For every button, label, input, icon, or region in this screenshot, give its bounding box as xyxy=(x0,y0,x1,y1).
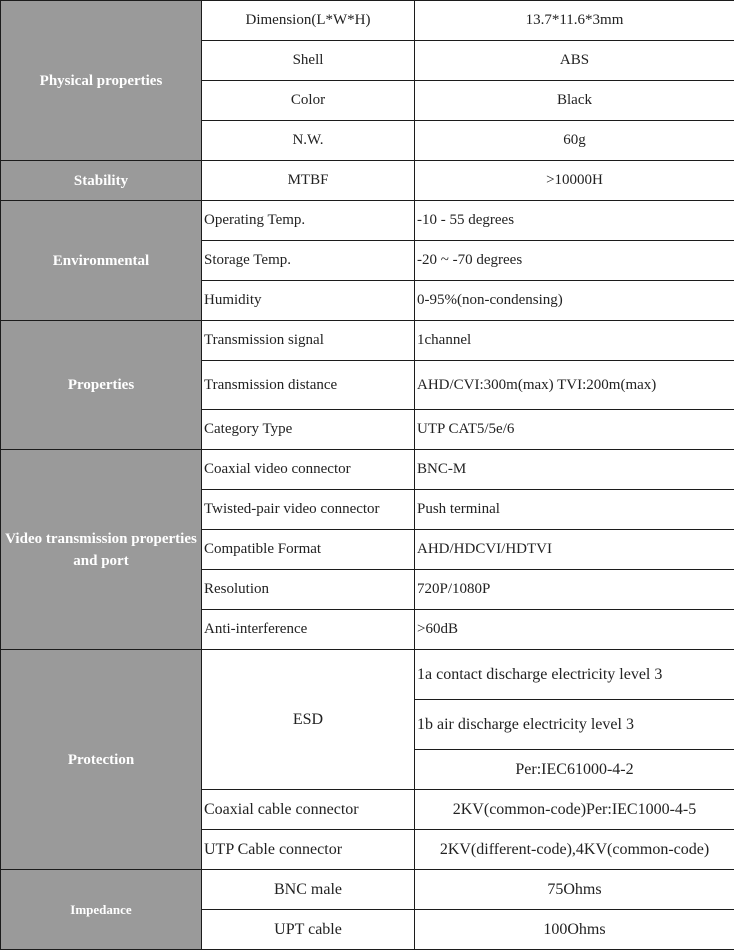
spec-value: 0-95%(non-condensing) xyxy=(415,281,734,321)
table-row xyxy=(1,450,734,490)
table-row xyxy=(1,161,734,201)
spec-value: UTP CAT5/5e/6 xyxy=(415,410,734,450)
spec-label: Transmission distance xyxy=(202,361,415,410)
spec-value: AHD/HDCVI/HDTVI xyxy=(415,530,734,570)
spec-label: Shell xyxy=(202,41,415,81)
esd-label: ESD xyxy=(202,650,415,790)
category-protection: Protection xyxy=(1,650,202,870)
spec-value: >10000H xyxy=(415,161,734,201)
spec-label: UPT cable xyxy=(202,910,415,950)
category-physical-properties: Physical properties xyxy=(1,1,202,161)
spec-value: 1b air discharge electricity level 3 xyxy=(415,700,734,750)
spec-label: BNC male xyxy=(202,870,415,910)
spec-label: Operating Temp. xyxy=(202,201,415,241)
table-row xyxy=(1,870,734,910)
category-properties: Properties xyxy=(1,321,202,450)
spec-value: Push terminal xyxy=(415,490,734,530)
spec-label: Twisted-pair video connector xyxy=(202,490,415,530)
spec-label: Color xyxy=(202,81,415,121)
spec-value: Black xyxy=(415,81,734,121)
category-environmental: Environmental xyxy=(1,201,202,321)
spec-value: ABS xyxy=(415,41,734,81)
category-impedance: Impedance xyxy=(1,870,202,950)
spec-label: Coaxial video connector xyxy=(202,450,415,490)
table-row xyxy=(1,650,734,700)
spec-label: UTP Cable connector xyxy=(202,830,415,870)
spec-value: 60g xyxy=(415,121,734,161)
spec-value: 720P/1080P xyxy=(415,570,734,610)
spec-value: -20 ~ -70 degrees xyxy=(415,241,734,281)
spec-label: Storage Temp. xyxy=(202,241,415,281)
spec-value: 1channel xyxy=(415,321,734,361)
spec-label: Dimension(L*W*H) xyxy=(202,1,415,41)
table-row xyxy=(1,1,734,41)
table-row xyxy=(1,201,734,241)
spec-value: 75Ohms xyxy=(415,870,734,910)
category-stability: Stability xyxy=(1,161,202,201)
spec-label: MTBF xyxy=(202,161,415,201)
spec-value: AHD/CVI:300m(max) TVI:200m(max) xyxy=(415,361,734,410)
category-video-transmission: Video transmission properties and port xyxy=(1,450,202,650)
spec-value: 2KV(different-code),4KV(common-code) xyxy=(415,830,734,870)
spec-label: Coaxial cable connector xyxy=(202,790,415,830)
spec-value: >60dB xyxy=(415,610,734,650)
spec-label: N.W. xyxy=(202,121,415,161)
spec-value: 100Ohms xyxy=(415,910,734,950)
spec-value: 13.7*11.6*3mm xyxy=(415,1,734,41)
spec-value: 1a contact discharge electricity level 3 xyxy=(415,650,734,700)
spec-value: -10 - 55 degrees xyxy=(415,201,734,241)
table-row xyxy=(1,321,734,361)
spec-value: 2KV(common-code)Per:IEC1000-4-5 xyxy=(415,790,734,830)
spec-value: Per:IEC61000-4-2 xyxy=(415,750,734,790)
spec-label: Resolution xyxy=(202,570,415,610)
spec-label: Category Type xyxy=(202,410,415,450)
spec-label: Humidity xyxy=(202,281,415,321)
spec-label: Compatible Format xyxy=(202,530,415,570)
spec-label: Anti-interference xyxy=(202,610,415,650)
spec-label: Transmission signal xyxy=(202,321,415,361)
spec-value: BNC-M xyxy=(415,450,734,490)
